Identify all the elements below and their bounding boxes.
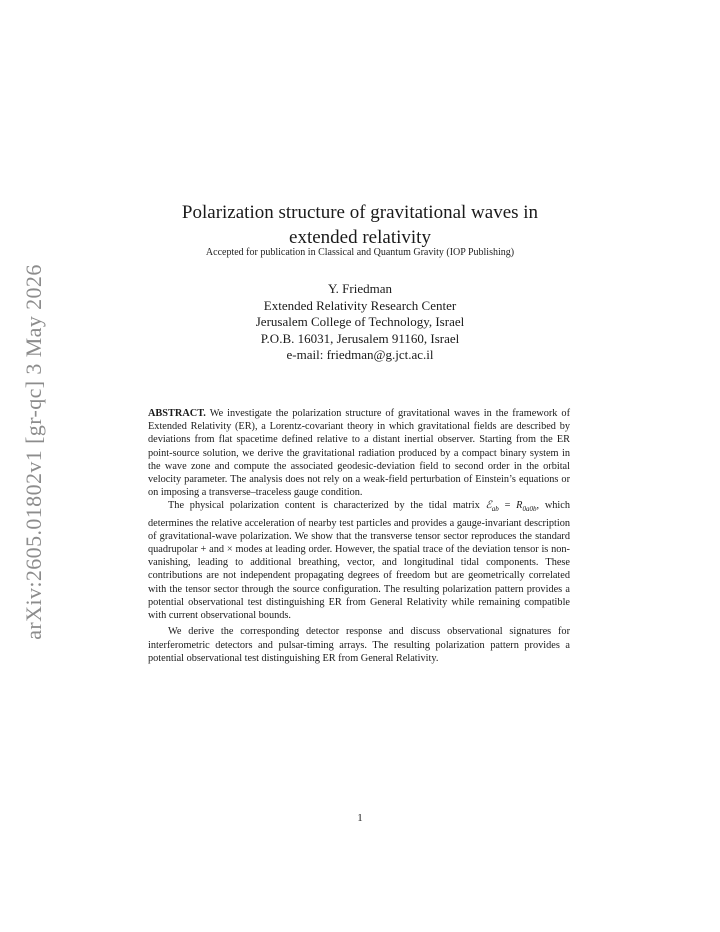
equals-sign: = bbox=[498, 500, 517, 512]
riemann-symbol: R bbox=[516, 500, 523, 512]
publication-note: Accepted for publication in Classical and Quantum Gravity (IOP Publishing) bbox=[205, 247, 515, 258]
affiliation-line-2: Jerusalem College of Technology, Israel bbox=[255, 314, 465, 330]
postal-address: P.O.B. 16031, Jerusalem 91160, Israel bbox=[260, 330, 460, 346]
abstract-paragraph-2 bbox=[148, 499, 570, 622]
affiliation-line-1: Extended Relativity Research Center bbox=[263, 297, 457, 313]
title-line-1: Polarization structure of gravitational waves in bbox=[181, 202, 539, 223]
email-address: e-mail: friedman@g.jct.ac.il bbox=[286, 347, 434, 363]
author-block bbox=[160, 281, 560, 364]
abstract bbox=[148, 407, 570, 665]
arxiv-identifier: arXiv:2605.01802v1 [gr-qc] 3 May 2026 bbox=[21, 264, 46, 640]
abstract-label: ABSTRACT. bbox=[148, 408, 206, 419]
page-number: 1 bbox=[357, 812, 363, 824]
abstract-paragraph-3: We derive the corresponding detector response and discuss observational signatures for interferometric detectors and pulsar-timing arrays. The resulting polarization pattern provides a potential observational test distinguishing ER from General Relativity. bbox=[148, 626, 570, 664]
tidal-matrix-symbol: ℰ bbox=[485, 500, 492, 512]
abstract-paragraph-2-post: , which determines the relative acceleration of nearby test particles and provides a gauge-invariant description of gravitational-wave polarization. We show that the transverse tensor sector reproduces the standard quadrupolar + and × modes at leading order. However, the spatial trace of the deviation tensor is non-vanishing, leading to additional breathing, vector, and longitudinal tidal components. These contributions are not independent propagating degrees of freedom but are geometrically correlated with the tensor sector through the source configuration. The resulting polarization pattern provides a potential observational test distinguishing ER from General Relativity while remaining compatible with current observational bounds. bbox=[148, 500, 570, 622]
abstract-paragraph-1-text: We investigate the polarization structure of gravitational waves in the framework of Extended Relativity (ER), a Lorentz-covariant theory in which gravitational fields are described by deviations from flat spacetime defined relative to a distant inertial observer. Starting from the ER point-source solution, we derive the gravitational radiation produced by a compact binary system in the wave zone and compute the associated geodesic-deviation field to second order in the orbital velocity parameter. The analysis does not rely on a weak-field perturbation of Einstein’s equations or on imposing a transverse–traceless gauge condition. bbox=[148, 408, 570, 499]
tidal-matrix-subscript: ab bbox=[491, 505, 499, 514]
abstract-paragraph-2-pre: The physical polarization content is characterized by the tidal matrix bbox=[168, 500, 486, 512]
author-name: Y. Friedman bbox=[327, 281, 393, 296]
riemann-subscript: 0a0b bbox=[522, 505, 537, 514]
title-line-2: extended relativity bbox=[289, 227, 431, 248]
paper-title bbox=[150, 200, 570, 250]
abstract-paragraph-1 bbox=[148, 407, 570, 499]
